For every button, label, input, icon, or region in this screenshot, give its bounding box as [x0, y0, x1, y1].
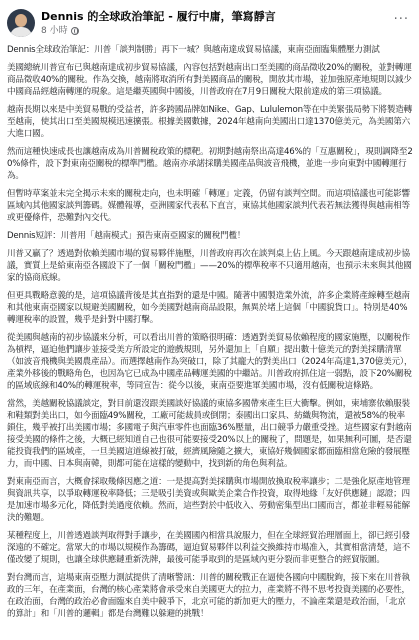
post-paragraph: 川普又贏了？透過對依賴美國市場的貿易夥伴施壓，川普政府再次在談判桌上佔上風。今天跟越南達成初步協議，實質上是給東南亞各國設下了一個「關稅門檻」——20%的標準稅率不只適用越南，也預示未來與其他國家的協商底線。	[7, 249, 412, 283]
post-paragraph: 越南長期以來是中美貿易戰的受益者，許多跨國品牌如Nike、Gap、Lululemon等在中美緊張局勢下將製造轉至越南，使其出口至美國規模迅速擴張。根據美國數據，2024年越南向美國出口達1370億美元，為美國第六大進口國。	[7, 105, 412, 139]
post-header	[7, 6, 413, 40]
globe-icon	[71, 27, 79, 35]
post-paragraph: 對台灣而言，這場東南亞壓力測試提供了清晰警訊：川普的關稅戰正在逼使各國向中國脫鉤，接下來在川普執政的三年，在產業面，台灣的核心產業將會承受來自美國更大的拉力，產業將不得不思考投資美國的必要性，在政治面，台灣的政治必會面臨來自美中競爭下，北京可能的新加更大的壓力，不論產業還是政治面，「北京的算計」和「川普的邏輯」都是台灣難以躲避的挑戰！	[7, 573, 410, 619]
post-paragraph: 從美國與越南的初步協議來分析，可以看出川普的策略很明確：透過對美貿易依賴程度的國家施壓，以關稅作為槓桿，逼迫他們讓步並接受美方所設定的遊戲規則，另外還加上「自願」提出數十億美元的對美採購清單（如波音飛機與美國農產品）。而選擇越南作為突破口，除了其龐大的對美出口（2024年高達1,370億美元），產業外移後的戰略角色，也因為它已成為中國產品轉運美國的中繼站。川普政府抓住這一弱點，設下20%關稅的區域底線和40%的轉運稅率，等同宣告：從今以後，東南亞要進軍美國市場，沒有低關稅這條路。	[7, 333, 413, 391]
post-paragraph: 但更具戰略意義的是，這項協議背後是其直指對的還是中國。隨著中國製造業外流，許多企業將產線轉至越南和其他東南亞國家以規避美國關稅，如今美國對越南商品設限，無異於堵上這個「中國貌貨口」。特別是40%轉運稅率的設置，幾乎是針對中國打擊。	[7, 291, 410, 325]
post-paragraph: 然而這種快速成長也讓越南成為川普關稅政策的標靶。初期對越南祭出高達46%的「互惠關稅」，現則調降至20%條件，設下對東南亞關稅的標準門檻。越南亦承諾採購美國產品與波音飛機，並進一步向東對中國轉運行為。	[7, 147, 413, 181]
post-subline	[41, 25, 276, 37]
author-avatar[interactable]	[7, 9, 35, 37]
post-paragraph: 對東南亞而言，大概會採取幾條因應之道：一是提高對美採購與市場開放換取稅率讓步；二是強化原產地管理與資訊共享，以爭取轉運稅率降低；三是吸引美資或與歐美企業合作投資，取得地緣「友好供應鏈」認證；四是加速市場多元化，降低對美過度依賴。然而，這些對於中低收入、勞動密集型出口國而言，都並非輕易能解決的難題。	[7, 477, 410, 523]
post-timestamp[interactable]: 8 小時	[41, 25, 68, 36]
post-meta	[41, 10, 276, 37]
author-name[interactable]: Dennis 的全球政治筆記 - 履行中庸，筆寫靜言	[41, 9, 276, 23]
post-paragraph: 當然，美越關稅協議談定，對目前還沒跟美國談好協議的東協多國帶來產生巨大衝擊。例如，柬埔寨依賴服裝和鞋類對美出口，如今面臨49%關稅，工廠可能裁員或倒閉；泰國出口家具、紡織與物流，還被58%的稅率鎖住，幾乎被打出美國市場；多國電子與汽車零件也面臨36%壓量，出口競爭力嚴重受挫。這些國家有對越南接受美國的條件之後，大概已經知道自己也很可能要接受20%以上的關稅了，問題是，如果無利可圖，是否還能投資我們的區域產，一旦美國這道線被打破，經濟風險隨之擴大，東協好幾個國家都面臨相當危險的發展壓力，而中國、日本與南韓，則都可能在這樣的變動中，找到新的角色與利益。	[7, 399, 412, 469]
post-body	[7, 44, 413, 620]
post-paragraph: Dennis短評：川普用「越南模式」預告東南亞國家的關稅門檻！	[7, 231, 246, 241]
post-paragraph: 美國總統川普宣布已與越南達成初步貿易協議，內容包括對越南出口至美國的商品徵收20%的關稅，並對轉運商品徵收40%的關稅。作為交換，越南將取消所有對美國商品的關稅，開放其市場，並加強原產地規則以減少中國商品經越南轉運的現象。這是繼英國與中國後，川普政府在7月9日關稅大限前達成的第三項協議。	[7, 63, 412, 97]
more-options-icon[interactable]: ···	[393, 12, 409, 27]
post-paragraph: 某種程度上，川普透過談判取得對手讓步，在美國國內相當具說服力，但在全球經貿治理層面上，卻已經引發深遠的不確定。當眾大的市場以規模作為籌碼，逼迫貿易夥伴以利益交換維持市場准入，其實相當清楚，這不僅改變了規則，也讓全球供應鏈重新洗牌，最後可能爭取到的是區域內更分裂而非更整合的經貿版圖。	[7, 531, 410, 565]
post-paragraph: Dennis全球政治筆記：川普「談判制勝」再下一城？與越南達成貿易協議，東南亞面臨集體壓力測試	[7, 45, 380, 55]
post-paragraph: 但暫時草案並未完全揭示未來的關稅走向，也未明確「轉運」定義，仍留有談判空間。而這項協議也可能影響區域內其他國家談判籌碼。媒體報導，亞洲國家代表私下直言，東協其他國家談判代表若無法獲得與越南相等或更優條件，恐難對內交代。	[7, 189, 410, 223]
